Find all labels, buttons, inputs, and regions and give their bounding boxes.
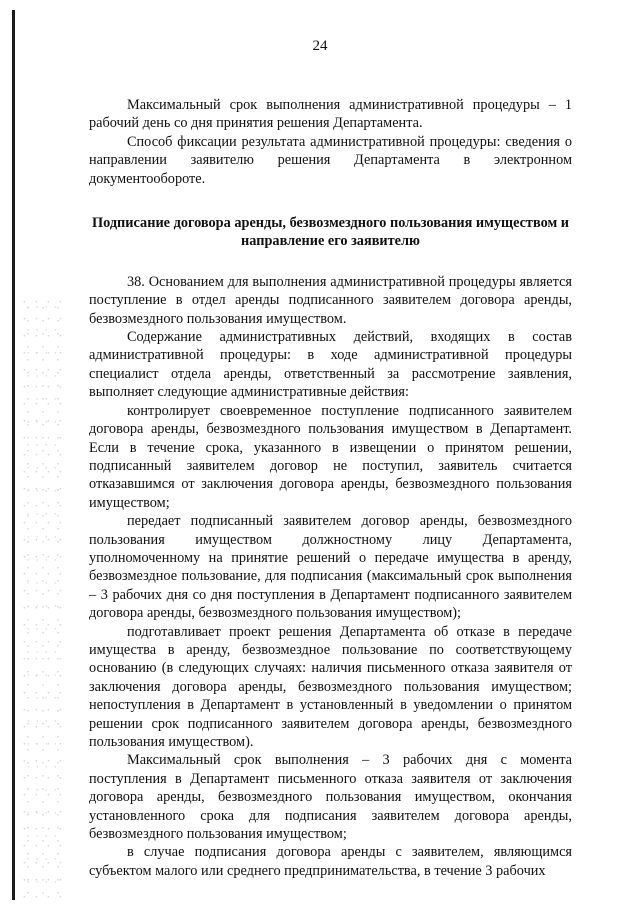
- paragraph-fixation-method: Способ фиксации результата административной процедуры: сведения о направлении заявителю решения Департамента в электронном документообороте.: [89, 133, 572, 187]
- paragraph-actions-content: Содержание административных действий, входящих в состав административной процедуры: в ходе административной процедуры специалист отдела аренды, ответственный за рассмотрение заявления, выполняет следующие административные действия:: [89, 329, 572, 401]
- paragraph-38-basis: 38. Основанием для выполнения административной процедуры является поступление в отдел аренды подписанного заявителем договора аренды, безвозмездного пользования имуществом.: [89, 273, 572, 327]
- paragraph-controls-receipt: контролирует своевременное поступление подписанного заявителем договора аренды, безвозмездного пользования имуществом в Департамент. Если в течение срока, указанного в извещении о принятом решении, подписанный заявителем договор не поступил, заявитель считается отказавшимся от заключения договора аренды, безвозмездного пользования имуществом;: [89, 402, 572, 511]
- paragraph-small-business: в случае подписания договора аренды с заявителем, являющимся субъектом малого или среднего предпринимательства, в течение 3 рабочих: [89, 844, 572, 879]
- scan-noise: [22, 300, 62, 900]
- section-heading: Подписание договора аренды, безвозмездного пользования имуществом и направление его заявителю: [91, 215, 570, 250]
- scan-left-edge: [12, 10, 15, 900]
- paragraph-prepares-refusal: подготавливает проект решения Департамента об отказе в передаче имущества в аренду, безвозмездное пользование по соответствующему основанию (в следующих случаях: наличия письменного отказа заявителя от заключения договора аренды, безвозмездного пользования имуществом; непоступления в Департамент в установленный в уведомлении о принятом решении срок подписанного заявителем договора аренды, безвозмездного пользования имуществом).: [89, 623, 572, 750]
- paragraph-max-term: Максимальный срок выполнения административной процедуры – 1 рабочий день со дня принятия решения Департамента.: [89, 97, 572, 132]
- document-body: [89, 96, 572, 880]
- paragraph-transfers-contract: передает подписанный заявителем договор аренды, безвозмездного пользования имуществом должностному лицу Департамента, уполномоченному на принятие решений о передаче имущества в аренду, безвозмездное пользование, для подписания (максимальный срок выполнения – 3 рабочих дня со дня поступления в Департамент подписанного заявителем договора аренды, безвозмездного пользования имуществом);: [89, 513, 572, 622]
- page-number: 24: [312, 38, 328, 54]
- paragraph-max-term-3-days: Максимальный срок выполнения – 3 рабочих дня с момента поступления в Департамент письменного отказа заявителя от заключения договора аренды, безвозмездного пользования имуществом, окончания установленного срока для подписания заявителем договора аренды, безвозмездного пользования имуществом;: [89, 752, 572, 843]
